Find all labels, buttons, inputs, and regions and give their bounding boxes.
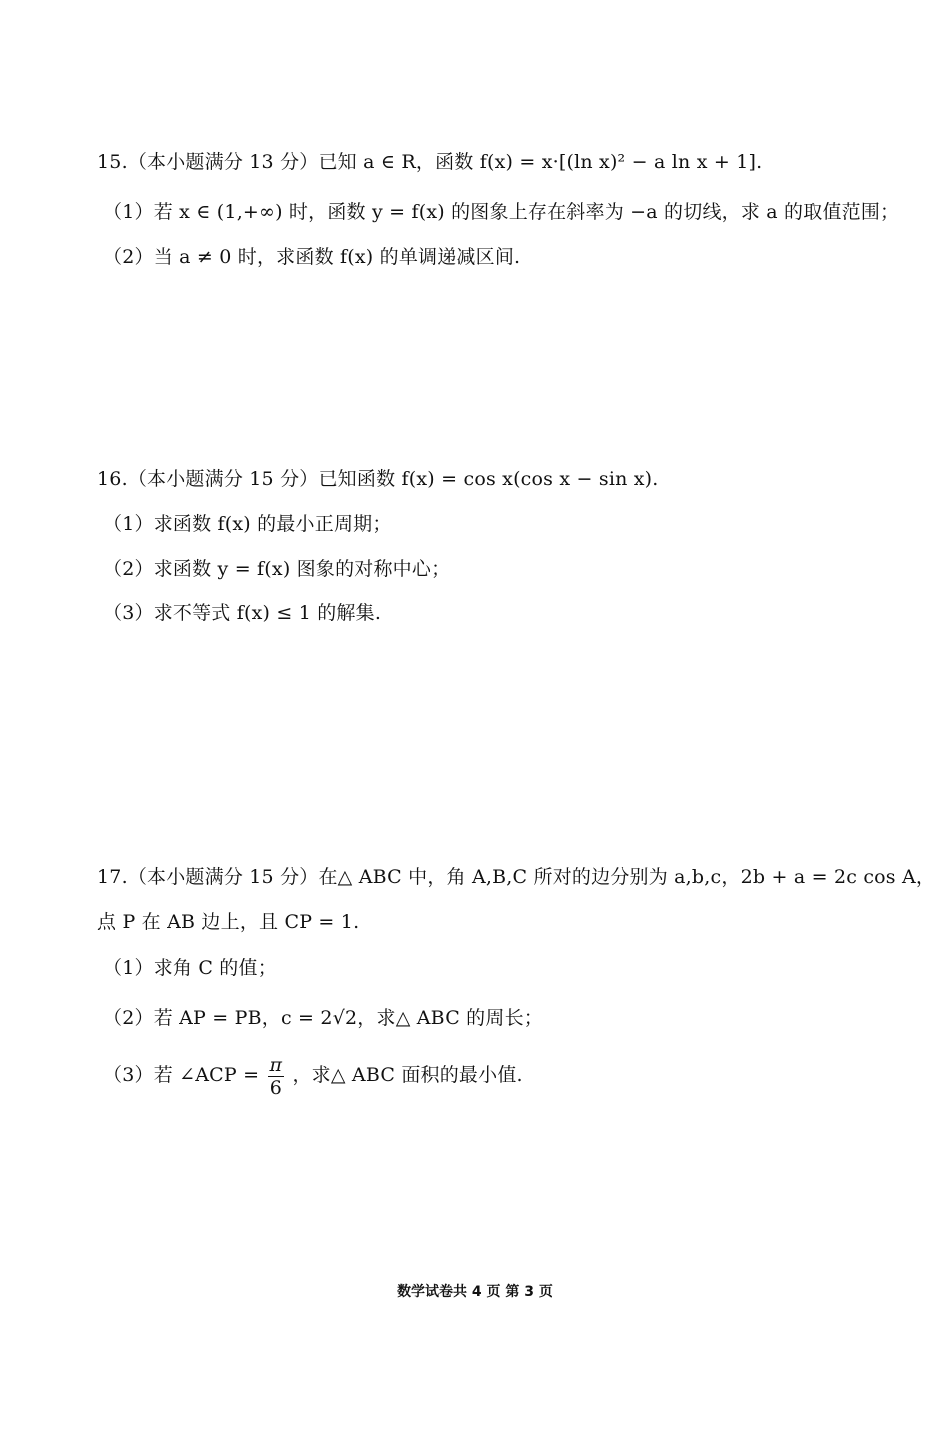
q17-stem: 17.（本小题满分 15 分）在△ ABC 中，角 A,B,C 所对的边分别为 a,b,c，2b + a = 2c cos A， xyxy=(97,866,936,888)
q16-part2: （2）求函数 y = f(x) 图象的对称中心； xyxy=(103,558,451,580)
q17-stem-continued: 点 P 在 AB 边上，且 CP = 1. xyxy=(97,911,360,933)
fraction-denominator: 6 xyxy=(269,1076,282,1099)
q15-part1: （1）若 x ∈ (1,+∞) 时，函数 y = f(x) 的图象上存在斜率为 −a 的切线，求 a 的取值范围； xyxy=(103,201,900,223)
page-footer: 数学试卷共 4 页 第 3 页 xyxy=(397,1284,553,1300)
pi-over-6-fraction xyxy=(268,1054,285,1099)
q15-part2: （2）当 a ≠ 0 时，求函数 f(x) 的单调递减区间. xyxy=(103,246,521,268)
q17-part3 xyxy=(103,1052,523,1099)
q16-part3: （3）求不等式 f(x) ≤ 1 的解集. xyxy=(103,602,382,624)
q17-part3-prefix: （3）若 ∠ACP = xyxy=(103,1064,260,1086)
q17-part2: （2）若 AP = PB，c = 2√2，求△ ABC 的周长； xyxy=(103,1007,543,1029)
q17-part1: （1）求角 C 的值； xyxy=(103,957,277,979)
q16-part1: （1）求函数 f(x) 的最小正周期； xyxy=(103,513,392,535)
q15-stem: 15.（本小题满分 13 分）已知 a ∈ R，函数 f(x) = x·[(ln x)² − a ln x + 1]. xyxy=(97,151,763,173)
fraction-numerator: π xyxy=(269,1053,283,1076)
q16-stem: 16.（本小题满分 15 分）已知函数 f(x) = cos x(cos x − sin x). xyxy=(97,468,659,490)
q17-part3-suffix: ，求△ ABC 面积的最小值. xyxy=(292,1064,523,1086)
